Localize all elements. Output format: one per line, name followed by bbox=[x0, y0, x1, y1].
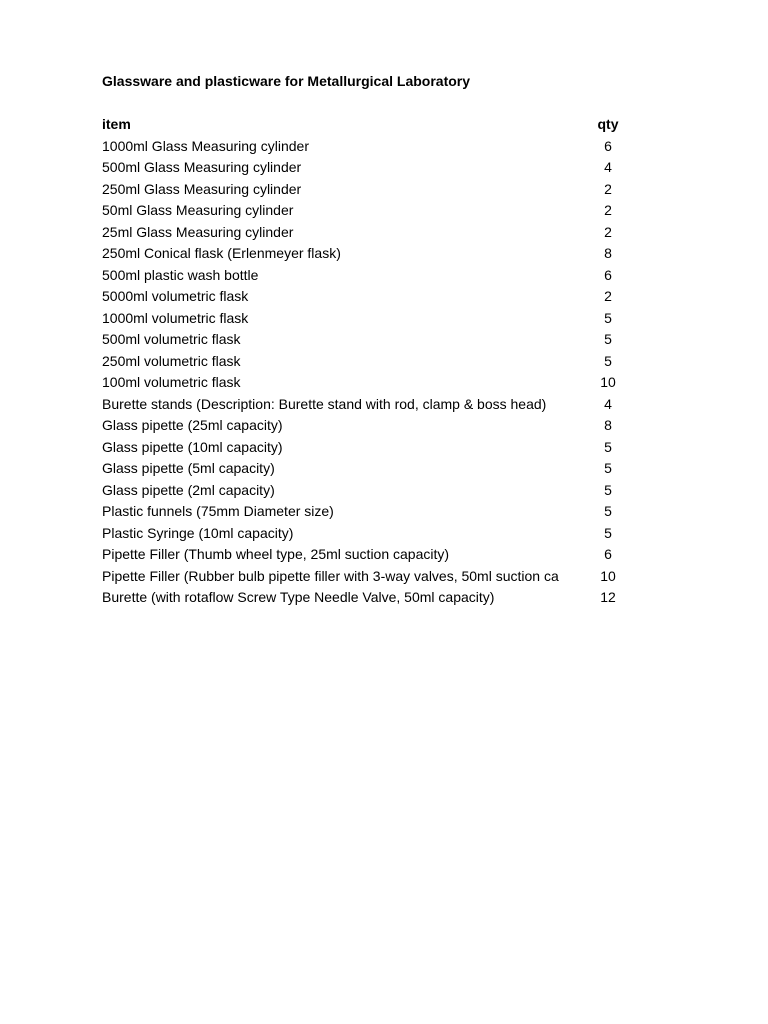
item-cell: Plastic funnels (75mm Diameter size) bbox=[102, 503, 334, 519]
item-cell: Burette (with rotaflow Screw Type Needle Valve, 50ml capacity) bbox=[102, 589, 495, 605]
table-row bbox=[102, 265, 642, 287]
table-row bbox=[102, 458, 642, 480]
spacer bbox=[102, 92, 642, 114]
item-cell: 500ml plastic wash bottle bbox=[102, 266, 259, 283]
qty-cell: 2 bbox=[604, 288, 612, 304]
table-row bbox=[102, 566, 642, 588]
qty-cell: 5 bbox=[604, 481, 612, 498]
qty-cell: 6 bbox=[604, 137, 612, 154]
table-row bbox=[102, 437, 642, 459]
table-row bbox=[102, 243, 642, 265]
qty-cell: 2 bbox=[604, 223, 612, 240]
qty-cell: 5 bbox=[604, 331, 612, 347]
table-row bbox=[102, 200, 642, 222]
table-row bbox=[102, 136, 642, 158]
qty-cell: 2 bbox=[604, 180, 612, 197]
qty-cell: 6 bbox=[604, 266, 612, 283]
qty-cell: 10 bbox=[600, 374, 616, 390]
item-cell: 250ml Conical flask (Erlenmeyer flask) bbox=[102, 245, 341, 261]
item-cell: Pipette Filler (Thumb wheel type, 25ml suction capacity) bbox=[102, 546, 450, 562]
table-row bbox=[102, 308, 642, 330]
qty-cell: 8 bbox=[604, 417, 612, 433]
column-header-item: item bbox=[102, 116, 131, 132]
item-cell: Glass pipette (25ml capacity) bbox=[102, 417, 283, 433]
table-row bbox=[102, 286, 642, 308]
table-row bbox=[102, 523, 642, 545]
table-row bbox=[102, 351, 642, 373]
table-row bbox=[102, 544, 642, 566]
item-cell: 250ml volumetric flask bbox=[102, 352, 241, 369]
table-row bbox=[102, 157, 642, 179]
qty-cell: 8 bbox=[604, 245, 612, 261]
item-cell: 250ml Glass Measuring cylinder bbox=[102, 180, 302, 197]
qty-cell: 5 bbox=[604, 460, 612, 476]
item-cell: 25ml Glass Measuring cylinder bbox=[102, 223, 294, 240]
item-cell: Glass pipette (2ml capacity) bbox=[102, 481, 275, 498]
item-cell: Pipette Filler (Rubber bulb pipette filler with 3-way valves, 50ml suction ca bbox=[102, 567, 559, 584]
table-row bbox=[102, 415, 642, 437]
table-header-row bbox=[102, 114, 642, 136]
table-row bbox=[102, 480, 642, 502]
qty-cell: 4 bbox=[604, 159, 612, 175]
qty-cell: 5 bbox=[604, 352, 612, 369]
item-cell: 1000ml volumetric flask bbox=[102, 309, 249, 326]
item-cell: 500ml Glass Measuring cylinder bbox=[102, 159, 302, 175]
document-sheet bbox=[102, 71, 642, 609]
item-cell: Burette stands (Description: Burette stand with rod, clamp & boss head) bbox=[102, 395, 547, 412]
qty-cell: 10 bbox=[600, 567, 616, 584]
qty-cell: 5 bbox=[604, 503, 612, 519]
qty-cell: 4 bbox=[604, 395, 612, 412]
qty-cell: 5 bbox=[604, 524, 612, 541]
item-cell: 500ml volumetric flask bbox=[102, 331, 241, 347]
item-cell: Glass pipette (5ml capacity) bbox=[102, 460, 275, 476]
table-row bbox=[102, 179, 642, 201]
table-row bbox=[102, 501, 642, 523]
column-header-qty: qty bbox=[597, 116, 619, 132]
item-cell: 50ml Glass Measuring cylinder bbox=[102, 202, 294, 218]
table-row bbox=[102, 372, 642, 394]
item-cell: Plastic Syringe (10ml capacity) bbox=[102, 524, 294, 541]
table-row bbox=[102, 587, 642, 609]
qty-cell: 2 bbox=[604, 202, 612, 218]
qty-cell: 5 bbox=[604, 438, 612, 455]
qty-cell: 12 bbox=[600, 589, 616, 605]
item-cell: 5000ml volumetric flask bbox=[102, 288, 249, 304]
qty-cell: 6 bbox=[604, 546, 612, 562]
item-cell: 100ml volumetric flask bbox=[102, 374, 241, 390]
table-row bbox=[102, 329, 642, 351]
table-row bbox=[102, 394, 642, 416]
item-cell: Glass pipette (10ml capacity) bbox=[102, 438, 283, 455]
qty-cell: 5 bbox=[604, 309, 612, 326]
item-cell: 1000ml Glass Measuring cylinder bbox=[102, 137, 309, 154]
table-row bbox=[102, 222, 642, 244]
document-title: Glassware and plasticware for Metallurgical Laboratory bbox=[102, 73, 471, 89]
